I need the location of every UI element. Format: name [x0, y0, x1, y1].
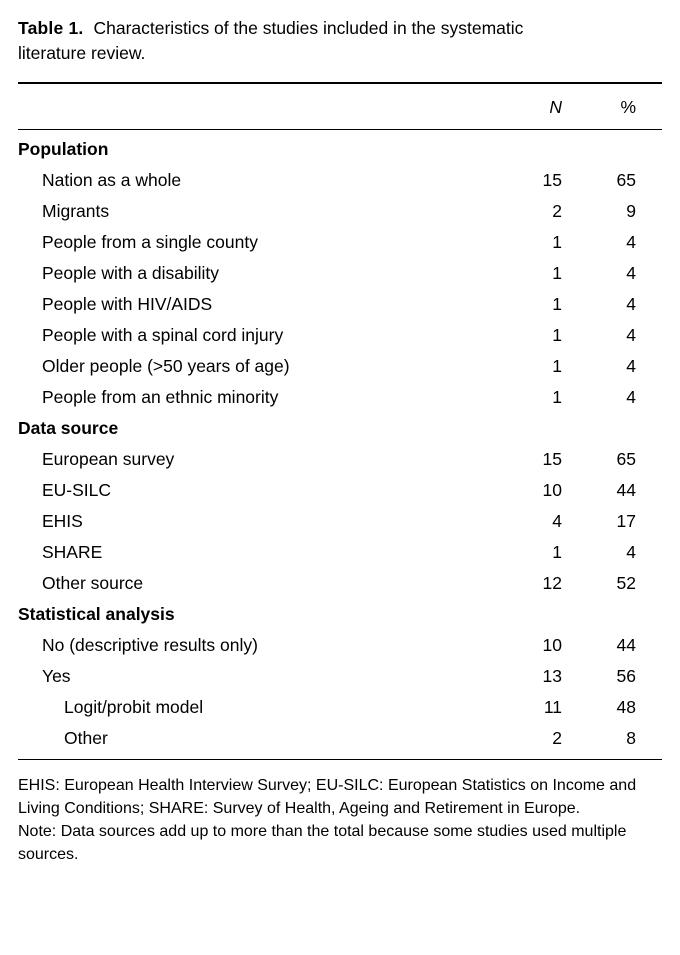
table-row — [18, 258, 662, 289]
row-n: 4 — [552, 510, 562, 531]
table-caption-text: Characteristics of the studies included in the systematic literature review. — [18, 18, 524, 63]
table-row-data-source — [18, 413, 662, 444]
table-row — [18, 475, 662, 506]
table-row — [18, 692, 662, 723]
row-n: 2 — [552, 727, 562, 748]
row-n: 1 — [552, 262, 562, 283]
row-n: 1 — [552, 355, 562, 376]
row-label: SHARE — [42, 541, 103, 562]
row-label: European survey — [42, 448, 175, 469]
row-label: People with a disability — [42, 262, 220, 283]
row-n: 1 — [552, 386, 562, 407]
footnote-abbreviations: EHIS: European Health Interview Survey; EU-SILC: European Statistics on Income and Living Conditions; SHARE: Survey of Health, Ageing and Retirement in Europe. — [18, 776, 637, 817]
footnote-note: Note: Data sources add up to more than the total because some studies used multiple sources. — [18, 823, 627, 864]
row-n: 11 — [543, 696, 562, 717]
table-row — [18, 196, 662, 227]
row-label: No (descriptive results only) — [42, 634, 258, 655]
row-pct: 4 — [626, 324, 636, 345]
row-label: People with a spinal cord injury — [42, 324, 284, 345]
table-row — [18, 320, 662, 351]
table-row — [18, 351, 662, 382]
table-row — [18, 723, 662, 754]
table-row — [18, 506, 662, 537]
row-label: Older people (>50 years of age) — [42, 355, 290, 376]
table-row — [18, 289, 662, 320]
table-caption-label: Table 1. — [18, 18, 84, 38]
row-label: Other source — [42, 572, 144, 593]
table-bottom-rule — [18, 759, 662, 760]
row-pct: 4 — [626, 355, 636, 376]
table-row — [18, 227, 662, 258]
table-row-statistical-analysis — [18, 599, 662, 630]
row-n: 1 — [552, 293, 562, 314]
table-row — [18, 661, 662, 692]
row-pct: 44 — [616, 634, 636, 655]
table-caption — [18, 16, 578, 66]
row-label: Other — [64, 727, 108, 748]
row-n: 13 — [542, 665, 562, 686]
row-pct: 9 — [626, 200, 636, 221]
row-label: People from an ethnic minority — [42, 386, 279, 407]
row-n: 10 — [542, 634, 562, 655]
column-header-percent: % — [620, 96, 636, 117]
row-pct: 4 — [626, 293, 636, 314]
row-pct: 65 — [616, 169, 636, 190]
row-label: EU-SILC — [42, 479, 112, 500]
row-label: Logit/probit model — [64, 696, 204, 717]
row-pct: 4 — [626, 262, 636, 283]
table-row — [18, 444, 662, 475]
row-pct: 17 — [616, 510, 636, 531]
row-label: Population — [18, 138, 109, 159]
row-pct: 4 — [626, 231, 636, 252]
row-label: Statistical analysis — [18, 603, 175, 624]
table-header-row — [18, 84, 662, 129]
row-n: 15 — [542, 448, 562, 469]
row-n: 15 — [542, 169, 562, 190]
row-label: Migrants — [42, 200, 110, 221]
row-pct: 4 — [626, 541, 636, 562]
row-pct: 48 — [616, 696, 636, 717]
row-pct: 8 — [626, 727, 636, 748]
table-row — [18, 165, 662, 196]
row-pct: 4 — [626, 386, 636, 407]
row-n: 2 — [552, 200, 562, 221]
row-label: EHIS — [42, 510, 83, 531]
row-n: 1 — [552, 541, 562, 562]
row-n: 1 — [552, 231, 562, 252]
row-label: Data source — [18, 417, 119, 438]
row-pct: 56 — [616, 665, 636, 686]
table-row-population — [18, 134, 662, 165]
row-pct: 52 — [616, 572, 636, 593]
row-label: People with HIV/AIDS — [42, 293, 213, 314]
row-pct: 44 — [616, 479, 636, 500]
row-n: 12 — [542, 572, 562, 593]
table-row — [18, 382, 662, 413]
row-pct: 65 — [616, 448, 636, 469]
table-row — [18, 568, 662, 599]
row-n: 10 — [542, 479, 562, 500]
column-header-n: N — [549, 96, 562, 117]
table-row — [18, 537, 662, 568]
row-label: Nation as a whole — [42, 169, 182, 190]
row-label: People from a single county — [42, 231, 258, 252]
table-row — [18, 630, 662, 661]
row-label: Yes — [42, 665, 71, 686]
table-footnotes — [18, 774, 662, 867]
row-n: 1 — [552, 324, 562, 345]
table-body — [18, 130, 662, 759]
